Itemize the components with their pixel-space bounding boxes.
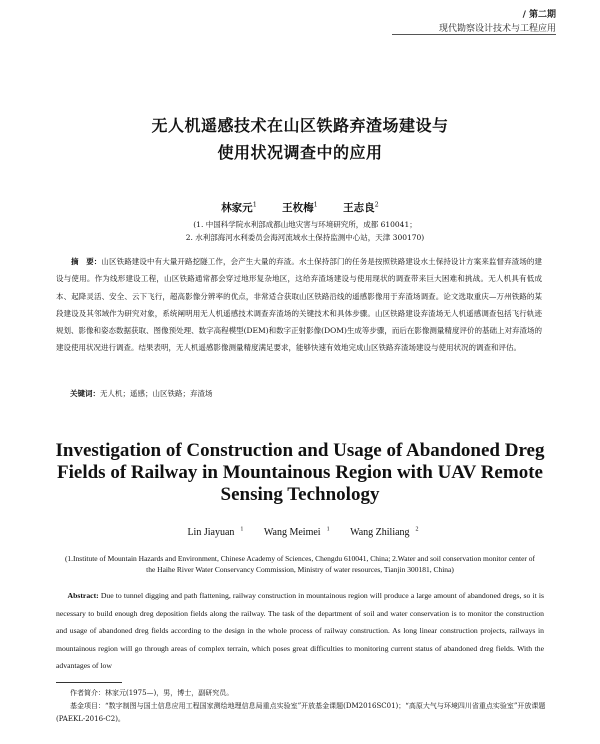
affiliation-line-2: 2. 水利部海河水利委员会海河流域水土保持监测中心站，天津 300170) xyxy=(185,233,425,242)
abstract-label: Abstract: xyxy=(67,591,99,600)
english-abstract xyxy=(56,587,544,675)
english-title-line-1: Investigation of Construction and Usage of Abandoned Dreg xyxy=(55,440,545,461)
header-rule xyxy=(392,34,556,35)
affiliation-line-1: (1. 中国科学院水利部成都山地灾害与环境研究所，成都 610041； xyxy=(193,220,417,229)
author-name: Wang Zhiliang xyxy=(350,527,410,539)
abstract-text: Due to tunnel digging and path flattening, railway construction in mountainous region will produce a large amount of abandoned dregs, so it is necessary to build enough dreg deposition fields along the railway. The task of the department of soil and water conservation is to monitor the construction and usage of abandoned dreg fields according to the design in the whole process of railway construction. As long linear construction projects, railways in mountainous region will go through areas of complex terrain, which poses great difficulties to monitoring current status of abandoned dreg fields. With the advantages of low xyxy=(56,591,544,670)
author xyxy=(343,202,379,214)
author-affil-mark: 2 xyxy=(374,200,379,209)
english-title xyxy=(20,440,580,506)
author-affil-mark: 1 xyxy=(252,200,257,209)
author-name: Wang Meimei xyxy=(263,527,321,539)
abstract-text: 山区铁路建设中有大量开路挖隧工作，会产生大量的弃渣。水土保持部门的任务是按照铁路建设水土保持设计方案来监督弃渣场的建设与使用。作为线形建设工程，山区铁路通常都会穿过地形复杂地区，这给弃渣场建设与使用现状的调查带来巨大困难和挑战。无人机具有低成本、起降灵活、安全、云下飞行，超高影像分辨率的优点，非常适合获取山区铁路沿线的遥感影像用于弃渣场调查。论文选取重庆—万州铁路的某段建设及其邻域作为研究对象，系统阐明用无人机遥感技术调查弃渣场的关键技术和具体步骤。山区铁路建设弃渣场无人机遥感调查包括飞行轨迹规划、影像和姿态数据获取、图像预处理、数字高程模型(DEM)和数字正射影像(DOM)生成等步骤，而后在影像测量精度评价的基础上对弃渣场的建设使用状况进行调查。结果表明，无人机遥感影像测量精度满足要求，能够快速有效地完成山区铁路弃渣场建设与使用状况的调查和评估。 xyxy=(56,257,543,353)
chinese-authors xyxy=(0,200,600,215)
english-title-line-3: Sensing Technology xyxy=(220,484,380,505)
chinese-affiliations xyxy=(90,218,520,244)
author xyxy=(344,527,418,538)
author xyxy=(258,527,330,538)
english-affiliations: (1.Institute of Mountain Hazards and Environment, Chinese Academy of Sciences, Chengdu 610041, China; 2.Water and soil conservation monitor center of the Haihe River Water Conservancy Commission, Ministry of water resources, Tianjin 300181, China) xyxy=(64,554,536,574)
author-affil-mark: 1 xyxy=(326,527,330,533)
keywords-text: 无人机；遥感；山区铁路；弃渣场 xyxy=(100,389,213,398)
chinese-title-line-1: 无人机遥感技术在山区铁路弃渣场建设与 xyxy=(151,116,449,135)
author xyxy=(282,202,318,214)
author-name: Lin Jiayuan xyxy=(187,527,235,539)
author-name: 王志良 xyxy=(343,202,375,214)
author-name: 林家元 xyxy=(221,202,253,214)
author-affil-mark: 1 xyxy=(313,200,318,209)
abstract-label: 摘 要： xyxy=(71,257,102,266)
footnote xyxy=(56,687,546,726)
chinese-title xyxy=(60,112,540,166)
author xyxy=(181,527,243,538)
chinese-title-line-2: 使用状况调查中的应用 xyxy=(217,143,383,162)
header-issue: / 第二期 xyxy=(522,10,556,20)
footnote-rule xyxy=(56,682,122,683)
header-journal-name: 现代勘察设计技术与工程应用 xyxy=(438,24,556,34)
english-authors xyxy=(0,527,600,538)
footnote-funding: 基金项目：“数字制图与国土信息应用工程国家测绘地理信息局重点实验室”开放基金课题(DM2016SC01)；“高原大气与环境四川省重点实验室”开放课题(PAEKL-2016-C2)。 xyxy=(56,702,546,723)
author-name: 王枚梅 xyxy=(282,202,314,214)
author-affil-mark: 1 xyxy=(240,527,244,533)
english-title-line-2: Fields of Railway in Mountainous Region with UAV Remote xyxy=(57,462,543,483)
chinese-abstract xyxy=(56,253,542,357)
footnote-author-bio: 作者简介：林家元(1975—)，男，博士，副研究员。 xyxy=(70,689,234,697)
author xyxy=(221,202,257,214)
author-affil-mark: 2 xyxy=(415,527,419,533)
chinese-keywords xyxy=(70,388,540,399)
keywords-label: 关键词： xyxy=(70,389,100,398)
